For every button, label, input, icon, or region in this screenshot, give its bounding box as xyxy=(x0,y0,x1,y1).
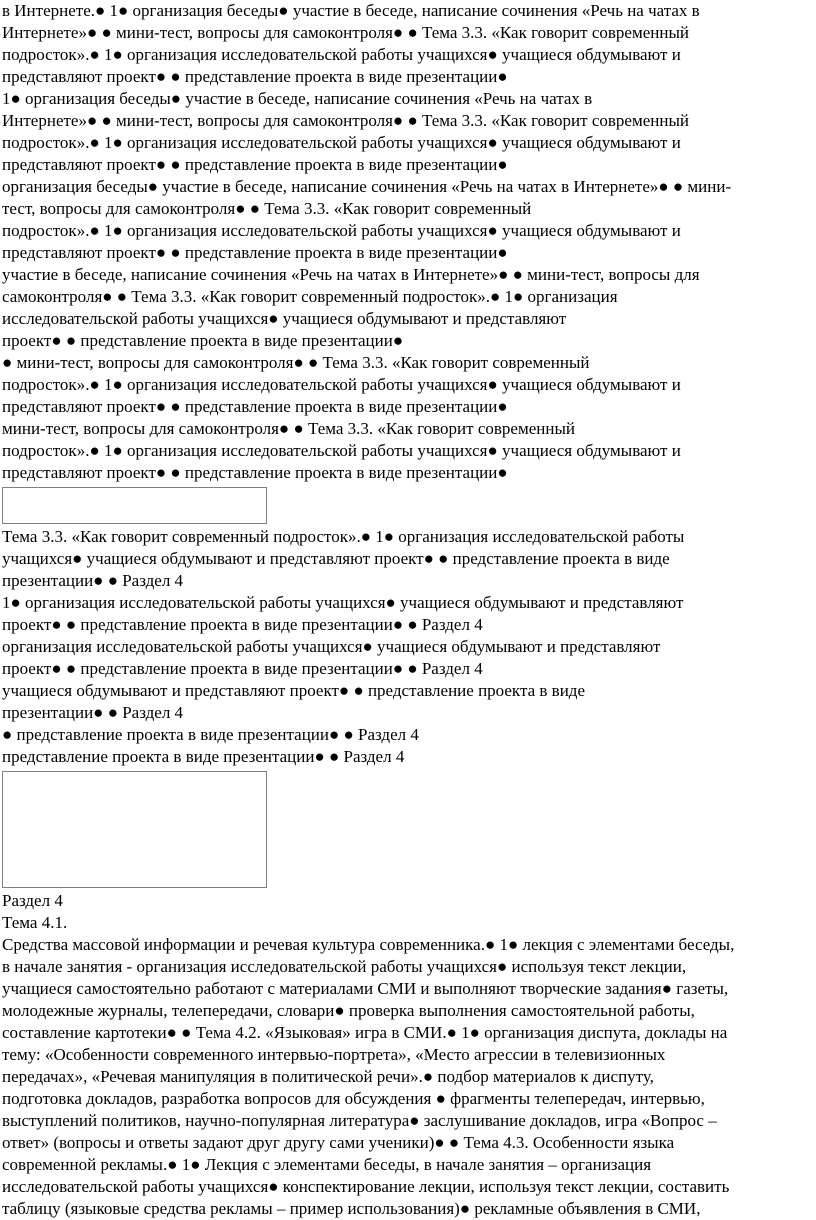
text-line: современной рекламы.● 1● Лекция с элементами беседы, в начале занятия – организация xyxy=(2,1155,652,1174)
text-line: учащихся● учащиеся обдумывают и представляют проект● ● представление проекта в виде xyxy=(2,549,670,568)
document-body xyxy=(2,0,814,1220)
text-line: Интернете»● ● мини-тест, вопросы для самоконтроля● ● Тема 3.3. «Как говорит современный xyxy=(2,111,689,130)
text-line: Интернете»● ● мини-тест, вопросы для самоконтроля● ● Тема 3.3. «Как говорит современный xyxy=(2,23,689,42)
text-line: исследовательской работы учащихся● учащиеся обдумывают и представляют xyxy=(2,309,567,328)
text-line: ● представление проекта в виде презентации● ● Раздел 4 xyxy=(2,725,419,744)
text-line: подросток».● 1● организация исследовательской работы учащихся● учащиеся обдумывают и xyxy=(2,133,681,152)
text-line: подросток».● 1● организация исследовательской работы учащихся● учащиеся обдумывают и xyxy=(2,441,681,460)
text-line: в начале занятия - организация исследовательской работы учащихся● используя текст лекции, xyxy=(2,957,687,976)
text-line: 1● организация беседы● участие в беседе, написание сочинения «Речь на чатах в xyxy=(2,89,593,108)
text-line: 1● организация исследовательской работы учащихся● учащиеся обдумывают и представляют xyxy=(2,593,684,612)
empty-table-cell xyxy=(2,487,267,524)
text-line: проект● ● представление проекта в виде презентации● xyxy=(2,331,404,350)
text-line: таблицу (языковые средства рекламы – пример использования)● рекламные объявления в СМИ, xyxy=(2,1199,701,1218)
text-line: Тема 4.1. xyxy=(2,913,68,932)
text-line: составление картотеки● ● Тема 4.2. «Языковая» игра в СМИ.● 1● организация диспута, доклады на xyxy=(2,1023,728,1042)
text-line: учащиеся самостоятельно работают с материалами СМИ и выполняют творческие задания● газеты, xyxy=(2,979,729,998)
text-line: в Интернете.● 1● организация беседы● участие в беседе, написание сочинения «Речь на чатах в xyxy=(2,1,700,20)
text-line: представляют проект● ● представление проекта в виде презентации● xyxy=(2,67,508,86)
text-line: представляют проект● ● представление проекта в виде презентации● xyxy=(2,463,508,482)
text-block-1 xyxy=(2,0,814,484)
text-line: Раздел 4 xyxy=(2,891,63,910)
text-line: подросток».● 1● организация исследовательской работы учащихся● учащиеся обдумывают и xyxy=(2,375,681,394)
text-block-3 xyxy=(2,890,814,1220)
text-line: подготовка докладов, разработка вопросов для обсуждения ● фрагменты телепередач, интервью, xyxy=(2,1089,705,1108)
empty-table-cell xyxy=(2,771,267,888)
text-line: подросток».● 1● организация исследовательской работы учащихся● учащиеся обдумывают и xyxy=(2,45,681,64)
text-line: презентации● ● Раздел 4 xyxy=(2,703,184,722)
text-line: презентации● ● Раздел 4 xyxy=(2,571,184,590)
text-block-2 xyxy=(2,526,814,768)
text-line: организация беседы● участие в беседе, написание сочинения «Речь на чатах в Интернете»● ● мини- xyxy=(2,177,732,196)
text-line: молодежные журналы, телепередачи, словари● проверка выполнения самостоятельной работы, xyxy=(2,1001,695,1020)
text-line: представляют проект● ● представление проекта в виде презентации● xyxy=(2,243,508,262)
text-line: мини-тест, вопросы для самоконтроля● ● Тема 3.3. «Как говорит современный xyxy=(2,419,575,438)
text-line: представляют проект● ● представление проекта в виде презентации● xyxy=(2,155,508,174)
text-line: тему: «Особенности современного интервью-портрета», «Место агрессии в телевизионных xyxy=(2,1045,666,1064)
text-line: представление проекта в виде презентации● ● Раздел 4 xyxy=(2,747,405,766)
text-line: проект● ● представление проекта в виде презентации● ● Раздел 4 xyxy=(2,615,483,634)
text-line: Средства массовой информации и речевая культура современника.● 1● лекция с элементами беседы, xyxy=(2,935,735,954)
text-line: учащиеся обдумывают и представляют проект● ● представление проекта в виде xyxy=(2,681,585,700)
text-line: организация исследовательской работы учащихся● учащиеся обдумывают и представляют xyxy=(2,637,661,656)
text-line: тест, вопросы для самоконтроля● ● Тема 3.3. «Как говорит современный xyxy=(2,199,532,218)
text-line: передачах», «Речевая манипуляция в политической речи».● подбор материалов к диспуту, xyxy=(2,1067,654,1086)
text-line: проект● ● представление проекта в виде презентации● ● Раздел 4 xyxy=(2,659,483,678)
text-line: Тема 3.3. «Как говорит современный подросток».● 1● организация исследовательской работы xyxy=(2,527,685,546)
text-line: самоконтроля● ● Тема 3.3. «Как говорит современный подросток».● 1● организация xyxy=(2,287,618,306)
text-line: подросток».● 1● организация исследовательской работы учащихся● учащиеся обдумывают и xyxy=(2,221,681,240)
text-line: ● мини-тест, вопросы для самоконтроля● ● Тема 3.3. «Как говорит современный xyxy=(2,353,590,372)
text-line: ответ» (вопросы и ответы задают друг другу сами ученики)● ● Тема 4.3. Особенности языка xyxy=(2,1133,675,1152)
text-line: участие в беседе, написание сочинения «Речь на чатах в Интернете»● ● мини-тест, вопросы для xyxy=(2,265,700,284)
text-line: представляют проект● ● представление проекта в виде презентации● xyxy=(2,397,508,416)
text-line: выступлений политиков, научно-популярная литература● заслушивание докладов, игра «Вопрос – xyxy=(2,1111,717,1130)
text-line: исследовательской работы учащихся● конспектирование лекции, используя текст лекции, составить xyxy=(2,1177,730,1196)
